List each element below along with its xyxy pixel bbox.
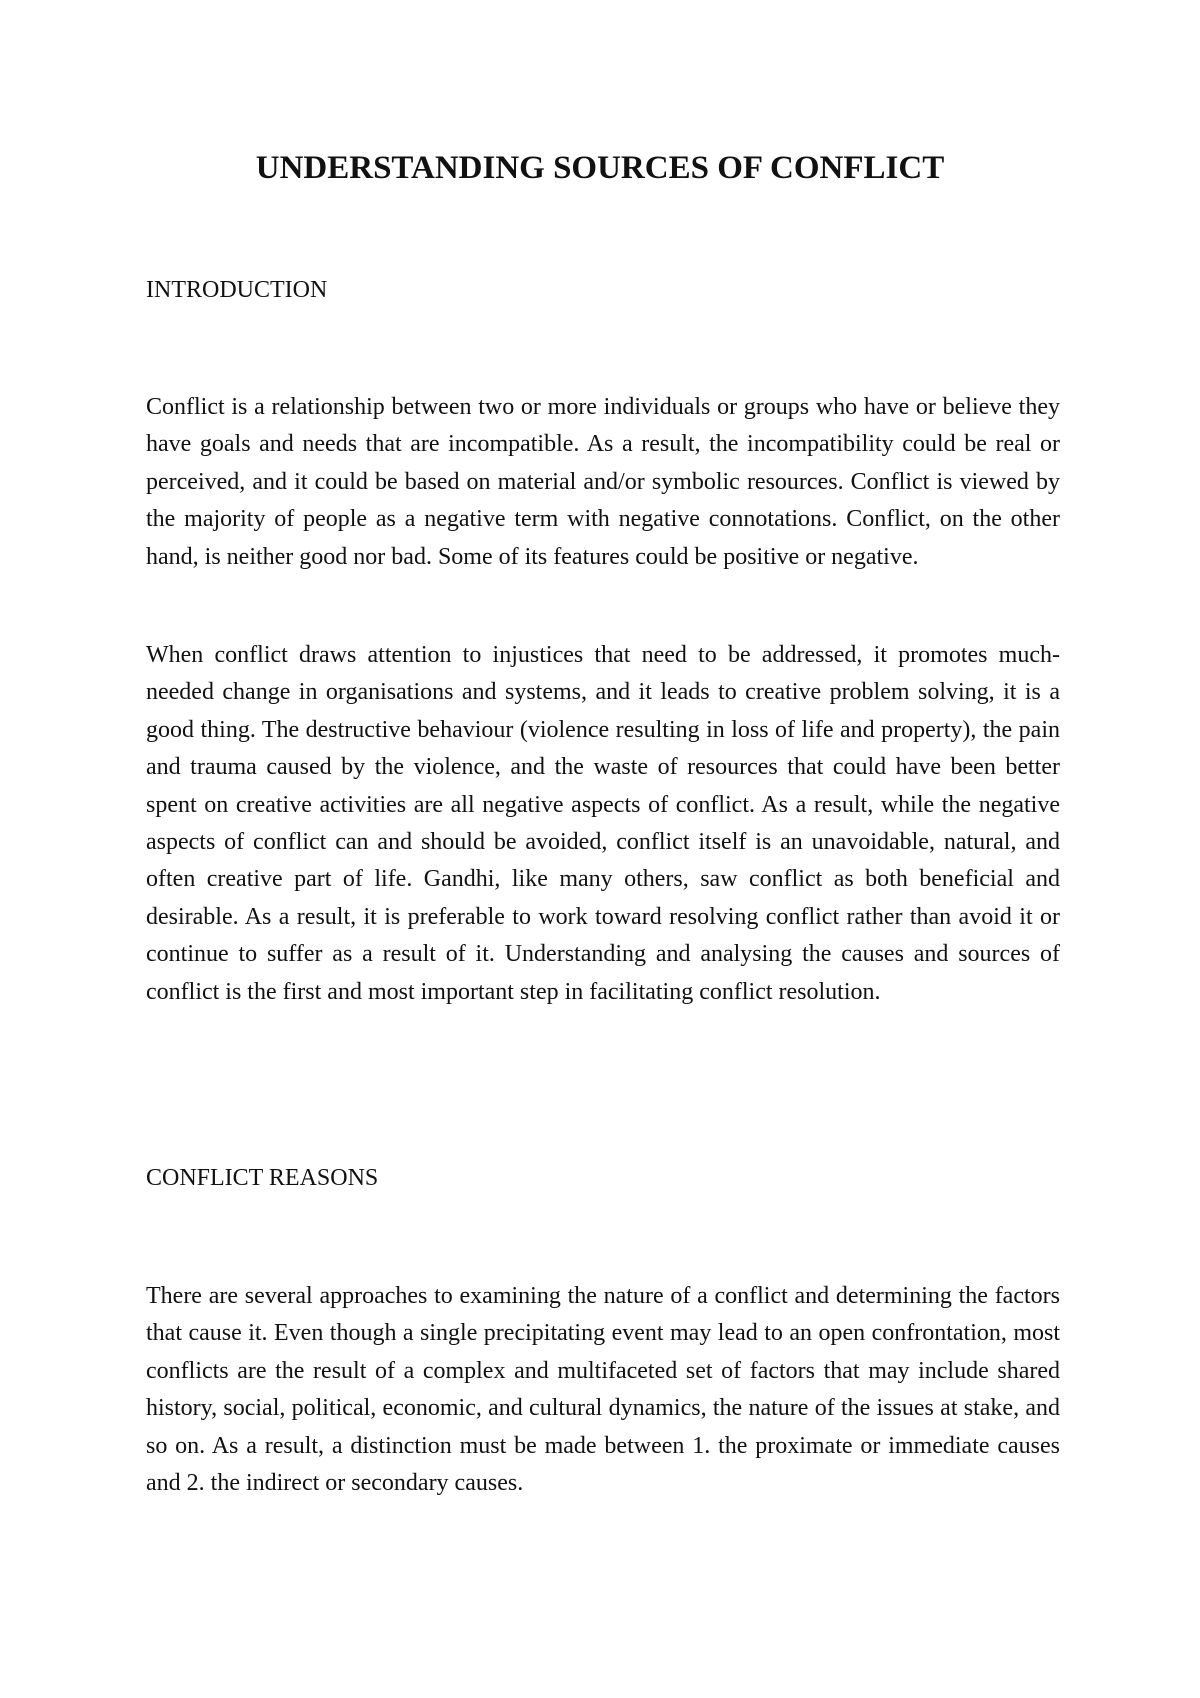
conflict-reasons-paragraph-1: There are several approaches to examining the nature of a conflict and determining the factors that cause it. Even though a single precipitating event may lead to an open confrontation, most conflicts are the result of a complex and multifaceted set of factors that may include shared history, social, political, economic, and cultural dynamics, the nature of the issues at stake, and so on. As a result, a distinction must be made between 1. the proximate or immediate causes and 2. the indirect or secondary causes.: [146, 1283, 1060, 1497]
section-heading-introduction: INTRODUCTION: [146, 277, 328, 303]
document-title: UNDERSTANDING SOURCES OF CONFLICT: [255, 150, 945, 186]
section-heading-conflict-reasons: CONFLICT REASONS: [146, 1165, 379, 1191]
introduction-paragraph-2: When conflict draws attention to injustices that need to be addressed, it promotes much-needed change in organisations and systems, and it leads to creative problem solving, it is a good thing. The destructive behaviour (violence resulting in loss of life and property), the pain and trauma caused by the violence, and the waste of resources that could have been better spent on creative activities are all negative aspects of conflict. As a result, while the negative aspects of conflict can and should be avoided, conflict itself is an unavoidable, natural, and often creative part of life. Gandhi, like many others, saw conflict as both beneficial and desirable. As a result, it is preferable to work toward resolving conflict rather than avoid it or continue to suffer as a result of it. Understanding and analysing the causes and sources of conflict is the first and most important step in facilitating conflict resolution.: [146, 642, 1060, 1005]
introduction-paragraph-1: Conflict is a relationship between two or more individuals or groups who have or believe they have goals and needs that are incompatible. As a result, the incompatibility could be real or perceived, and it could be based on material and/or symbolic resources. Conflict is viewed by the majority of people as a negative term with negative connotations. Conflict, on the other hand, is neither good nor bad. Some of its features could be positive or negative.: [146, 394, 1060, 570]
